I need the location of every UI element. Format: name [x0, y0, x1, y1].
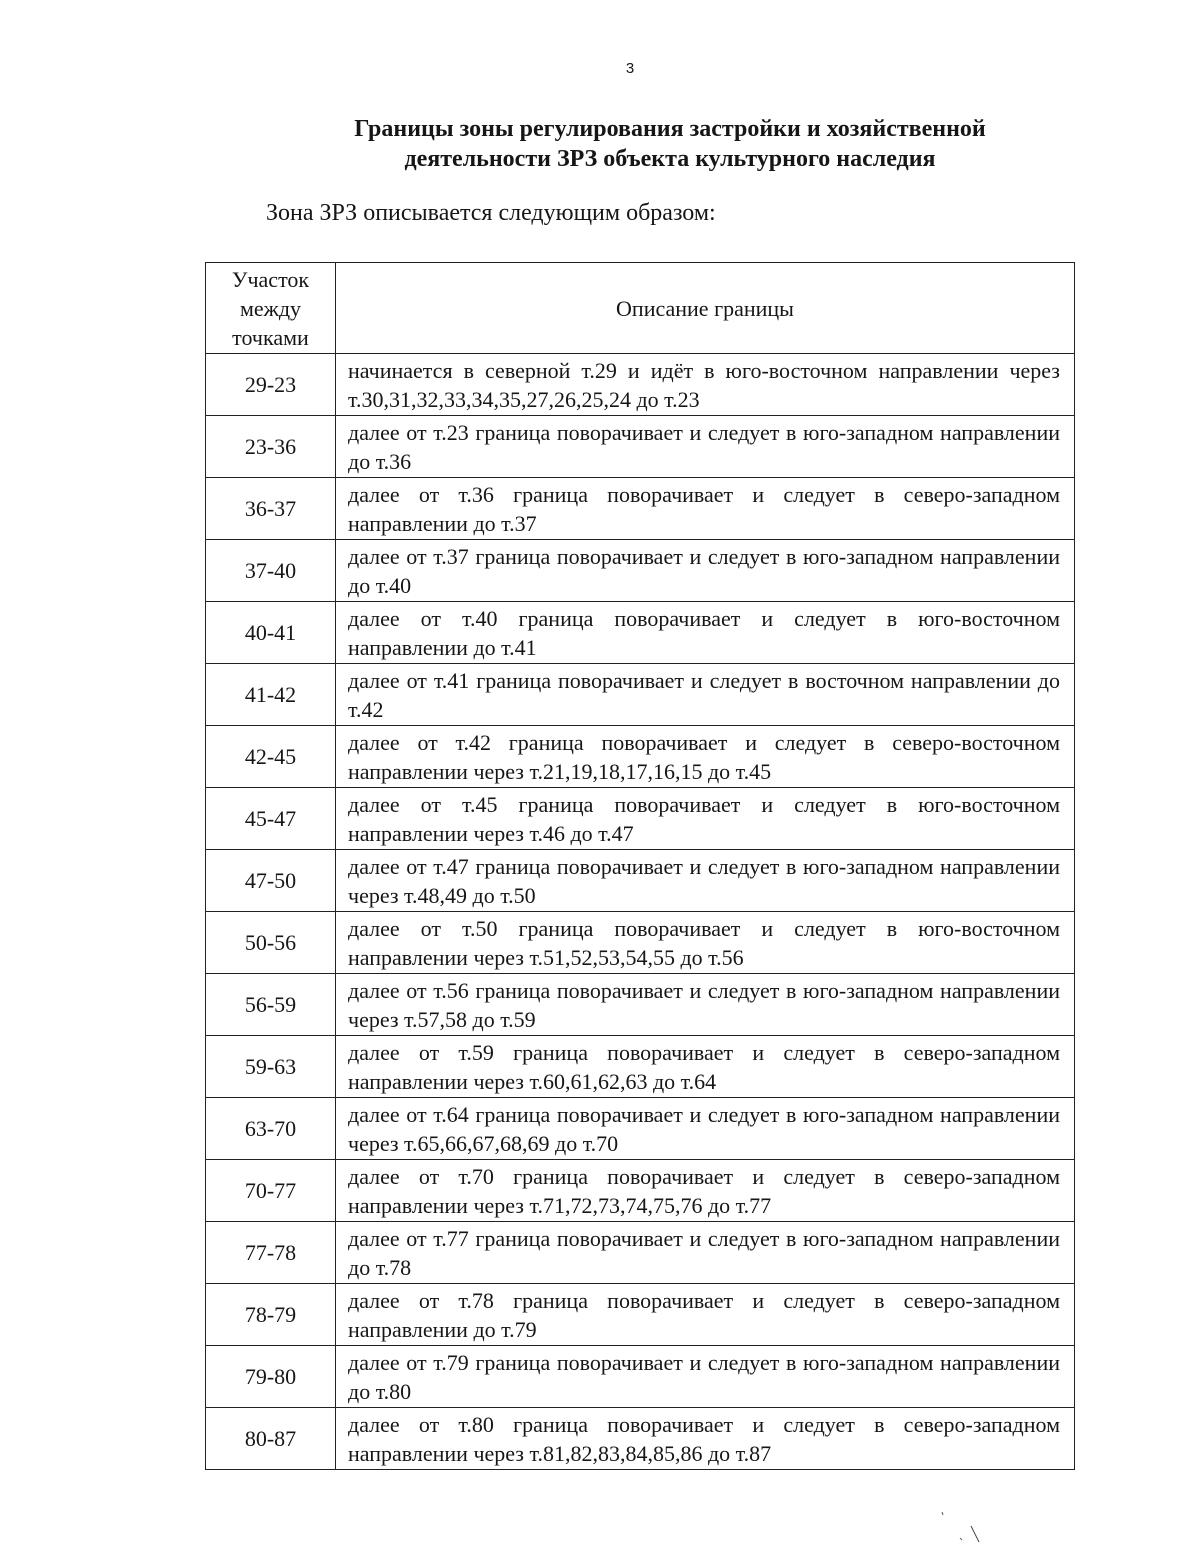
table-row — [206, 1036, 1075, 1098]
description-cell: далее от т.70 граница поворачивает и следует в северо-западном направлении через т.71,72,73,74,75,76 до т.77 — [336, 1160, 1075, 1222]
segment-cell: 77-78 — [206, 1222, 336, 1284]
header-description-cell: Описание границы — [336, 263, 1075, 354]
intro-paragraph: Зона ЗРЗ описывается следующим образом: — [266, 200, 716, 226]
table-row — [206, 912, 1075, 974]
description-cell: далее от т.64 граница поворачивает и следует в юго-западном направлении через т.65,66,67,68,69 до т.70 — [336, 1098, 1075, 1160]
table-row — [206, 354, 1075, 416]
table-row — [206, 726, 1075, 788]
table-row — [206, 416, 1075, 478]
segment-cell: 70-77 — [206, 1160, 336, 1222]
description-cell: далее от т.78 граница поворачивает и следует в северо-западном направлении до т.79 — [336, 1284, 1075, 1346]
table-row — [206, 974, 1075, 1036]
segment-cell: 36-37 — [206, 478, 336, 540]
description-cell: далее от т.59 граница поворачивает и следует в северо-западном направлении через т.60,61,62,63 до т.64 — [336, 1036, 1075, 1098]
segment-cell: 41-42 — [206, 664, 336, 726]
title-line-2: деятельности ЗРЗ объекта культурного наследия — [404, 146, 936, 172]
description-cell: далее от т.42 граница поворачивает и следует в северо-восточном направлении через т.21,19,18,17,16,15 до т.45 — [336, 726, 1075, 788]
document-title — [270, 114, 1070, 174]
description-cell: далее от т.40 граница поворачивает и следует в юго-восточном направлении до т.41 — [336, 602, 1075, 664]
table-row — [206, 602, 1075, 664]
description-cell: далее от т.36 граница поворачивает и следует в северо-западном направлении до т.37 — [336, 478, 1075, 540]
segment-cell: 59-63 — [206, 1036, 336, 1098]
description-cell: начинается в северной т.29 и идёт в юго-восточном направлении через т.30,31,32,33,34,35,27,26,25,24 до т.23 — [336, 354, 1075, 416]
boundary-table — [205, 262, 1075, 1470]
table-row — [206, 1160, 1075, 1222]
description-cell: далее от т.56 граница поворачивает и следует в юго-западном направлении через т.57,58 до т.59 — [336, 974, 1075, 1036]
table-row — [206, 1284, 1075, 1346]
segment-cell: 23-36 — [206, 416, 336, 478]
table-row — [206, 1098, 1075, 1160]
description-cell: далее от т.77 граница поворачивает и следует в юго-западном направлении до т.78 — [336, 1222, 1075, 1284]
description-cell: далее от т.41 граница поворачивает и следует в восточном направлении до т.42 — [336, 664, 1075, 726]
segment-cell: 47-50 — [206, 850, 336, 912]
segment-cell: 56-59 — [206, 974, 336, 1036]
table-header-row — [206, 263, 1075, 354]
segment-cell: 50-56 — [206, 912, 336, 974]
segment-cell: 45-47 — [206, 788, 336, 850]
segment-cell: 80-87 — [206, 1408, 336, 1470]
description-cell: далее от т.37 граница поворачивает и следует в юго-западном направлении до т.40 — [336, 540, 1075, 602]
segment-cell: 42-45 — [206, 726, 336, 788]
table-row — [206, 850, 1075, 912]
description-cell: далее от т.50 граница поворачивает и следует в юго-восточном направлении через т.51,52,53,54,55 до т.56 — [336, 912, 1075, 974]
description-cell: далее от т.80 граница поворачивает и следует в северо-западном направлении через т.81,82,83,84,85,86 до т.87 — [336, 1408, 1075, 1470]
segment-cell: 78-79 — [206, 1284, 336, 1346]
table-row — [206, 788, 1075, 850]
segment-cell: 37-40 — [206, 540, 336, 602]
description-cell: далее от т.45 граница поворачивает и следует в юго-восточном направлении через т.46 до т.47 — [336, 788, 1075, 850]
segment-cell: 29-23 — [206, 354, 336, 416]
segment-cell: 63-70 — [206, 1098, 336, 1160]
segment-cell: 40-41 — [206, 602, 336, 664]
title-line-1: Границы зоны регулирования застройки и хозяйственной — [354, 116, 986, 142]
table-row — [206, 478, 1075, 540]
header-segment-cell: Участок между точками — [206, 263, 336, 354]
description-cell: далее от т.47 граница поворачивает и следует в юго-западном направлении через т.48,49 до т.50 — [336, 850, 1075, 912]
table-row — [206, 1346, 1075, 1408]
scan-marks — [935, 1508, 985, 1548]
table-row — [206, 540, 1075, 602]
page-number: 3 — [625, 60, 635, 77]
table-row — [206, 1408, 1075, 1470]
description-cell: далее от т.23 граница поворачивает и следует в юго-западном направлении до т.36 — [336, 416, 1075, 478]
table-row — [206, 1222, 1075, 1284]
boundary-table-body — [206, 263, 1075, 1470]
description-cell: далее от т.79 граница поворачивает и следует в юго-западном направлении до т.80 — [336, 1346, 1075, 1408]
table-row — [206, 664, 1075, 726]
segment-cell: 79-80 — [206, 1346, 336, 1408]
